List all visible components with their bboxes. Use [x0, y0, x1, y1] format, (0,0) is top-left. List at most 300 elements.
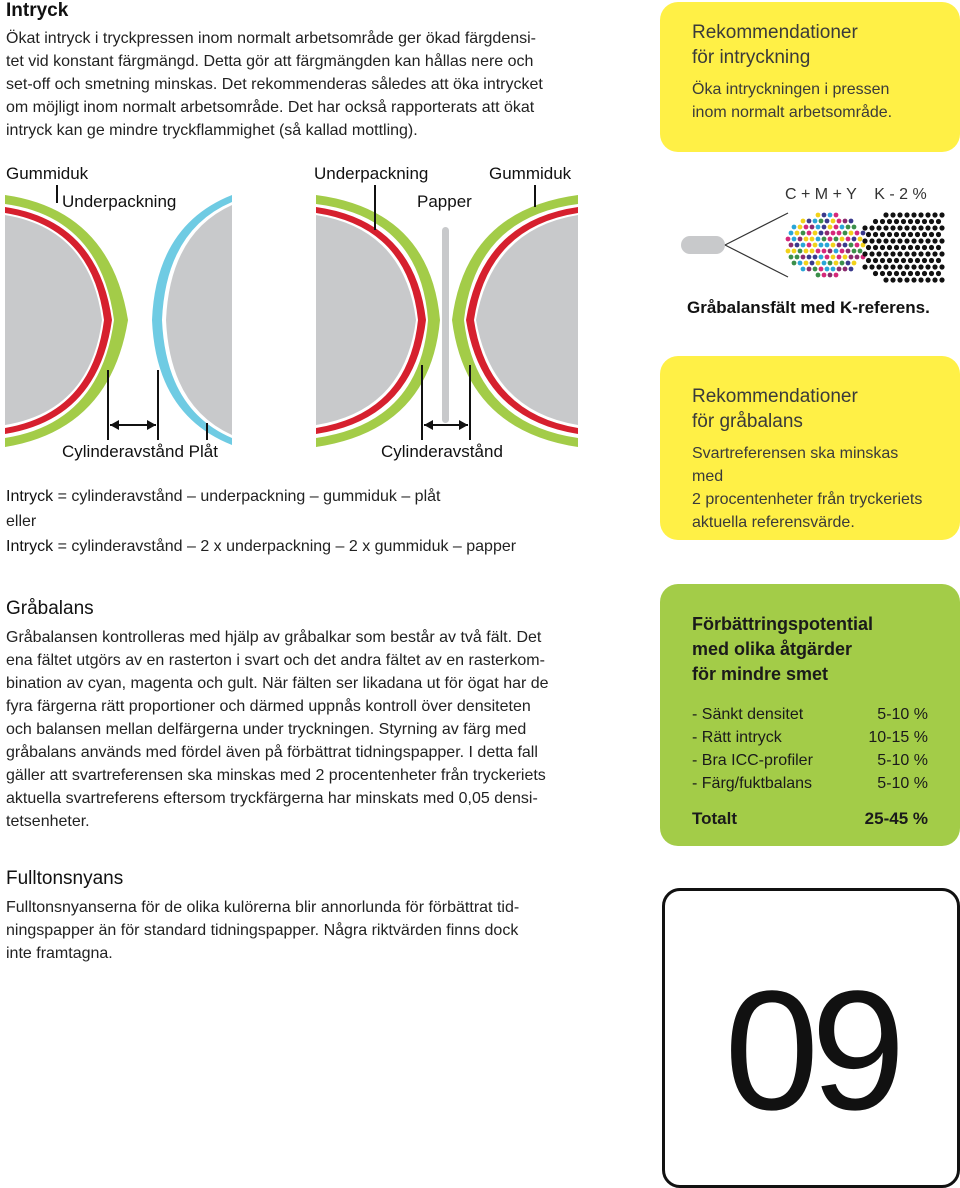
- halftone-dot: [849, 219, 854, 224]
- halftone-dot: [837, 267, 842, 272]
- halftone-dot: [840, 225, 845, 230]
- halftone-dot: [831, 267, 836, 272]
- halftone-dot: [798, 237, 803, 242]
- halftone-dot: [828, 225, 833, 230]
- halftone-dot: [828, 273, 833, 278]
- halftone-dot: [801, 243, 806, 248]
- zoom-line: [725, 245, 788, 277]
- grabalans-heading: Gråbalans: [6, 598, 94, 619]
- halftone-dot: [840, 261, 845, 266]
- halftone-dot: [925, 212, 930, 217]
- text-line: gäller att svartreferensen ska minskas med 2 procentenheter från tryckeriets: [6, 767, 546, 784]
- halftone-dot: [915, 232, 920, 237]
- halftone-dot: [890, 225, 895, 230]
- rec-grabalans-text: [692, 442, 928, 534]
- title-line: för mindre smet: [692, 664, 829, 684]
- formula-term: Intryck: [6, 538, 54, 555]
- left-plate-cylinder: [152, 195, 232, 445]
- arrow-head: [459, 420, 468, 430]
- halftone-dot: [831, 219, 836, 224]
- text-line: inom normalt arbetsområde.: [692, 104, 893, 121]
- halftone-dot: [876, 251, 881, 256]
- halftone-dot: [795, 255, 800, 260]
- label-cylinderavstand: Cylinderavstånd: [381, 442, 503, 461]
- halftone-dot: [834, 249, 839, 254]
- halftone-dot: [834, 213, 839, 218]
- halftone-dot: [925, 264, 930, 269]
- halftone-dot: [911, 225, 916, 230]
- text-line: Gråbalansen kontrolleras med hjälp av gråbalkar som består av två fält. Det: [6, 629, 542, 646]
- halftone-dot: [813, 243, 818, 248]
- halftone-dot: [883, 225, 888, 230]
- halftone-dot: [819, 255, 824, 260]
- halftone-dot: [939, 251, 944, 256]
- halftone-dot: [807, 267, 812, 272]
- halftone-dot: [897, 277, 902, 282]
- halftone-dot: [862, 264, 867, 269]
- halftone-dot: [822, 249, 827, 254]
- halftone-dot: [816, 261, 821, 266]
- title-line: Rekommendationer: [692, 22, 858, 43]
- halftone-dot: [837, 231, 842, 236]
- halftone-dot: [894, 245, 899, 250]
- halftone-dot: [801, 267, 806, 272]
- cmy-patch: [786, 213, 866, 278]
- label-cylinderavstand-plat: Cylinderavstånd Plåt: [62, 442, 218, 461]
- halftone-dot: [873, 245, 878, 250]
- list-item: [692, 772, 928, 795]
- halftone-dot: [858, 249, 863, 254]
- halftone-dot: [918, 251, 923, 256]
- halftone-dot: [897, 212, 902, 217]
- halftone-dot: [908, 232, 913, 237]
- halftone-dot: [904, 225, 909, 230]
- halftone-dot: [825, 243, 830, 248]
- text-line: fyra färgerna rätt proportioner och därmed uppnås kontroll över densiteten: [6, 698, 531, 715]
- halftone-dot: [932, 277, 937, 282]
- halftone-dot: [939, 225, 944, 230]
- halftone-dot: [883, 212, 888, 217]
- halftone-dot: [876, 264, 881, 269]
- halftone-dot: [890, 212, 895, 217]
- halftone-dot: [810, 261, 815, 266]
- halftone-dot: [897, 238, 902, 243]
- item-value: 5-10 %: [877, 706, 928, 723]
- halftone-dot: [816, 213, 821, 218]
- paper-web: [442, 227, 449, 423]
- halftone-dot: [807, 255, 812, 260]
- halftone-dot: [911, 277, 916, 282]
- formula-term: Intryck: [6, 488, 54, 505]
- halftone-dot: [883, 251, 888, 256]
- halftone-dot: [904, 251, 909, 256]
- text-line: Fulltonsnyanserna för de olika kulörerna blir annorlunda för förbättrat tid-: [6, 899, 520, 916]
- halftone-dot: [840, 249, 845, 254]
- halftone-dot: [897, 251, 902, 256]
- halftone-dot: [792, 249, 797, 254]
- formula-expression: = cylinderavstånd – 2 x underpackning – 2 x gummiduk – papper: [53, 538, 517, 555]
- halftone-dot: [862, 251, 867, 256]
- halftone-dot: [861, 231, 866, 236]
- halftone-dot: [822, 225, 827, 230]
- halftone-dot: [789, 243, 794, 248]
- halftone-dot: [911, 238, 916, 243]
- label-underpackning-left: Underpackning: [62, 192, 177, 211]
- text-line: gråbalans används med fördel även på förbättrat tidningspapper. I detta fall: [6, 744, 538, 761]
- halftone-dot: [901, 271, 906, 276]
- halftone-dot: [939, 264, 944, 269]
- halftone-dot: [869, 225, 874, 230]
- halftone-dot: [792, 225, 797, 230]
- halftone-dot: [873, 232, 878, 237]
- halftone-dot: [813, 267, 818, 272]
- text-line: och balansen mellan delfärgerna under tryckningen. Styrning av färg med: [6, 721, 527, 738]
- halftone-dot: [915, 271, 920, 276]
- halftone-dot: [936, 245, 941, 250]
- halftone-dot: [925, 238, 930, 243]
- halftone-dot: [918, 264, 923, 269]
- halftone-dot: [846, 225, 851, 230]
- halftone-dot: [939, 212, 944, 217]
- halftone-dot: [883, 277, 888, 282]
- halftone-dot: [880, 232, 885, 237]
- halftone-dot: [801, 219, 806, 224]
- halftone-dot: [880, 245, 885, 250]
- item-label: - Bra ICC-profiler: [692, 752, 813, 769]
- halftone-dot: [894, 232, 899, 237]
- page-number-box: [662, 888, 960, 1188]
- label-papper: Papper: [417, 192, 472, 211]
- halftone-dot: [890, 238, 895, 243]
- formula-or: eller: [6, 513, 37, 530]
- text-line: tetsenheter.: [6, 813, 90, 830]
- halftone-dot: [804, 249, 809, 254]
- item-value: 10-15 %: [868, 729, 928, 746]
- halftone-dot: [873, 219, 878, 224]
- halftone-dot: [828, 237, 833, 242]
- arrow-head: [147, 420, 156, 430]
- halftone-dot: [792, 237, 797, 242]
- halftone-dot: [834, 225, 839, 230]
- page-number: 09: [724, 956, 898, 1146]
- magnifier-handle: [681, 236, 725, 254]
- halftone-dot: [887, 271, 892, 276]
- halftone-dot: [837, 243, 842, 248]
- halftone-dot: [825, 219, 830, 224]
- grey-patch-top-label: C + M + Y K - 2 %: [785, 186, 927, 203]
- halftone-dot: [866, 245, 871, 250]
- halftone-dot: [929, 258, 934, 263]
- halftone-dot: [807, 231, 812, 236]
- halftone-dot: [894, 271, 899, 276]
- halftone-dot: [849, 243, 854, 248]
- halftone-dot: [873, 258, 878, 263]
- halftone-dot: [929, 219, 934, 224]
- halftone-dot: [798, 225, 803, 230]
- halftone-dot: [929, 245, 934, 250]
- halftone-dot: [904, 277, 909, 282]
- halftone-dot: [807, 219, 812, 224]
- halftone-dot: [901, 258, 906, 263]
- halftone-dot: [822, 273, 827, 278]
- halftone-dot: [846, 237, 851, 242]
- halftone-dot: [929, 271, 934, 276]
- halftone-dot: [911, 251, 916, 256]
- halftone-dot: [843, 243, 848, 248]
- halftone-dot: [932, 251, 937, 256]
- cylinder-body: [316, 215, 416, 425]
- halftone-dot: [834, 273, 839, 278]
- arrow-head: [110, 420, 119, 430]
- text-line: 2 procentenheter från tryckeriets: [692, 491, 923, 508]
- halftone-dot: [852, 225, 857, 230]
- halftone-dot: [915, 258, 920, 263]
- halftone-dot: [786, 237, 791, 242]
- halftone-dot: [852, 249, 857, 254]
- halftone-dot: [936, 271, 941, 276]
- halftone-dot: [880, 271, 885, 276]
- halftone-dot: [831, 231, 836, 236]
- halftone-dot: [890, 251, 895, 256]
- text-line: intryck kan ge mindre tryckflammighet (så kallad mottling).: [6, 122, 418, 139]
- halftone-dot: [789, 231, 794, 236]
- halftone-dot: [915, 245, 920, 250]
- item-label: - Sänkt densitet: [692, 706, 804, 723]
- halftone-dot: [890, 277, 895, 282]
- halftone-dot: [837, 219, 842, 224]
- potential-box: [660, 584, 960, 846]
- halftone-dot: [813, 255, 818, 260]
- halftone-dot: [843, 219, 848, 224]
- halftone-dot: [918, 277, 923, 282]
- text-line: om möjligt inom normalt arbetsområde. Det har också rapporterats att ökat: [6, 99, 535, 116]
- halftone-dot: [813, 219, 818, 224]
- halftone-dot: [915, 219, 920, 224]
- halftone-dot: [843, 231, 848, 236]
- halftone-dot: [904, 264, 909, 269]
- halftone-dot: [846, 261, 851, 266]
- halftone-dot: [939, 277, 944, 282]
- halftone-dot: [932, 212, 937, 217]
- formula-2: [6, 534, 626, 559]
- item-label: - Rätt intryck: [692, 729, 782, 746]
- rec-intryck-title: [692, 20, 928, 70]
- halftone-dot: [801, 255, 806, 260]
- left-blanket-cylinder: [5, 195, 128, 447]
- rec-intryck-box: [660, 2, 960, 152]
- halftone-dot: [804, 261, 809, 266]
- item-value: 5-10 %: [877, 752, 928, 769]
- halftone-dot: [873, 271, 878, 276]
- halftone-dot: [911, 212, 916, 217]
- halftone-dot: [822, 261, 827, 266]
- halftone-dot: [939, 238, 944, 243]
- text-line: ningspapper än för standard tidningspapper. Några riktvärden finns dock: [6, 922, 519, 939]
- halftone-dot: [883, 238, 888, 243]
- text-line: Öka intryckningen i pressen: [692, 81, 890, 98]
- halftone-dot: [795, 231, 800, 236]
- halftone-dot: [869, 238, 874, 243]
- fulltonsnyans-heading: Fulltonsnyans: [6, 868, 124, 889]
- halftone-dot: [908, 219, 913, 224]
- halftone-dot: [849, 255, 854, 260]
- halftone-dot: [922, 258, 927, 263]
- halftone-dot: [908, 245, 913, 250]
- halftone-dot: [816, 273, 821, 278]
- halftone-dot: [876, 238, 881, 243]
- grabalans-paragraph: [6, 626, 606, 833]
- halftone-dot: [890, 264, 895, 269]
- formula-expression: = cylinderavstånd – underpackning – gummiduk – plåt: [53, 488, 441, 505]
- halftone-dot: [855, 255, 860, 260]
- halftone-dot: [855, 231, 860, 236]
- halftone-dot: [925, 277, 930, 282]
- halftone-dot: [828, 249, 833, 254]
- halftone-dot: [922, 219, 927, 224]
- halftone-dot: [858, 237, 863, 242]
- halftone-dot: [887, 258, 892, 263]
- halftone-dot: [918, 212, 923, 217]
- list-item: [692, 749, 928, 772]
- halftone-dot: [840, 237, 845, 242]
- halftone-dot: [932, 264, 937, 269]
- halftone-dot: [880, 219, 885, 224]
- halftone-dot: [825, 231, 830, 236]
- halftone-dot: [816, 237, 821, 242]
- halftone-dot: [929, 232, 934, 237]
- text-line: set-off och smetning minskas. Det rekommenderas således att öka intrycket: [6, 76, 543, 93]
- halftone-dot: [897, 264, 902, 269]
- halftone-dot: [894, 258, 899, 263]
- halftone-dot: [831, 255, 836, 260]
- label-gummiduk-left: Gummiduk: [6, 164, 89, 183]
- text-line: bination av cyan, magenta och gult. När fälten ser likadana ut för ögat har de: [6, 675, 549, 692]
- halftone-dot: [936, 258, 941, 263]
- halftone-dot: [849, 267, 854, 272]
- halftone-dot: [897, 225, 902, 230]
- halftone-dot: [825, 267, 830, 272]
- item-value: 5-10 %: [877, 775, 928, 792]
- formula-1: [6, 484, 626, 509]
- halftone-dot: [887, 245, 892, 250]
- halftone-dot: [801, 231, 806, 236]
- rec-grabalans-title: [692, 384, 928, 434]
- halftone-dot: [869, 251, 874, 256]
- halftone-dot: [862, 225, 867, 230]
- halftone-dot: [901, 232, 906, 237]
- halftone-dot: [936, 232, 941, 237]
- list-item: [692, 703, 928, 726]
- halftone-dot: [918, 238, 923, 243]
- text-line: inte framtagna.: [6, 945, 113, 962]
- papper-strip: [442, 227, 449, 423]
- halftone-dot: [810, 237, 815, 242]
- halftone-dot: [798, 261, 803, 266]
- halftone-dot: [932, 225, 937, 230]
- halftone-dot: [843, 255, 848, 260]
- title-line: Rekommendationer: [692, 386, 858, 407]
- halftone-dot: [922, 245, 927, 250]
- halftone-dot: [925, 251, 930, 256]
- halftone-dot: [925, 225, 930, 230]
- halftone-dot: [904, 212, 909, 217]
- halftone-dot: [810, 249, 815, 254]
- halftone-dot: [819, 219, 824, 224]
- text-line: aktuella referensvärde.: [692, 514, 855, 531]
- halftone-dot: [810, 225, 815, 230]
- rec-grabalans-box: [660, 356, 960, 540]
- potential-title: [692, 612, 928, 687]
- text-line: Svartreferensen ska minskas med: [692, 445, 899, 485]
- halftone-dot: [819, 267, 824, 272]
- halftone-dot: [862, 238, 867, 243]
- halftone-dot: [852, 237, 857, 242]
- halftone-dot: [819, 243, 824, 248]
- rec-intryck-text: [692, 78, 928, 124]
- halftone-dot: [822, 213, 827, 218]
- item-label: - Färg/fuktbalans: [692, 775, 813, 792]
- k-patch: [862, 212, 944, 282]
- zoom-line: [725, 213, 788, 245]
- halftone-dot: [837, 255, 842, 260]
- halftone-dot: [880, 258, 885, 263]
- halftone-dot: [894, 219, 899, 224]
- arrow-head: [424, 420, 433, 430]
- halftone-dot: [901, 245, 906, 250]
- grey-balance-figure: [680, 205, 950, 285]
- halftone-dot: [922, 232, 927, 237]
- total-row: [692, 809, 928, 829]
- halftone-dot: [789, 255, 794, 260]
- formulas: [6, 484, 626, 559]
- halftone-dot: [887, 232, 892, 237]
- text-line: Ökat intryck i tryckpressen inom normalt arbetsområde ger ökad färgdensi-: [6, 30, 536, 47]
- total-value: 25-45 %: [864, 809, 928, 828]
- list-item: [692, 726, 928, 749]
- text-line: aktuella svartreferens eftersom tryckfärgerna har minskats med 0,05 densi-: [6, 790, 538, 807]
- halftone-dot: [804, 237, 809, 242]
- halftone-dot: [828, 213, 833, 218]
- halftone-dot: [795, 243, 800, 248]
- halftone-dot: [866, 258, 871, 263]
- total-label: Totalt: [692, 809, 738, 828]
- halftone-dot: [904, 238, 909, 243]
- halftone-dot: [936, 219, 941, 224]
- halftone-dot: [911, 264, 916, 269]
- label-gummiduk-right: Gummiduk: [489, 164, 572, 183]
- halftone-dot: [869, 264, 874, 269]
- halftone-dot: [804, 225, 809, 230]
- halftone-dot: [876, 225, 881, 230]
- halftone-dot: [849, 231, 854, 236]
- halftone-dot: [807, 243, 812, 248]
- halftone-dot: [813, 231, 818, 236]
- halftone-dot: [828, 261, 833, 266]
- intryck-paragraph: [6, 27, 606, 142]
- text-line: ena fältet utgörs av en rasterton i svart och det andra fältet av en rasterkom-: [6, 652, 545, 669]
- intryck-heading: Intryck: [6, 0, 69, 21]
- halftone-dot: [908, 271, 913, 276]
- fulltonsnyans-paragraph: [6, 896, 606, 965]
- label-underpackning-right: Underpackning: [314, 164, 429, 183]
- halftone-dot: [922, 271, 927, 276]
- halftone-dot: [819, 231, 824, 236]
- halftone-dot: [831, 243, 836, 248]
- halftone-dot: [792, 261, 797, 266]
- title-line: Förbättringspotential: [692, 614, 873, 634]
- halftone-dot: [834, 261, 839, 266]
- halftone-dot: [816, 249, 821, 254]
